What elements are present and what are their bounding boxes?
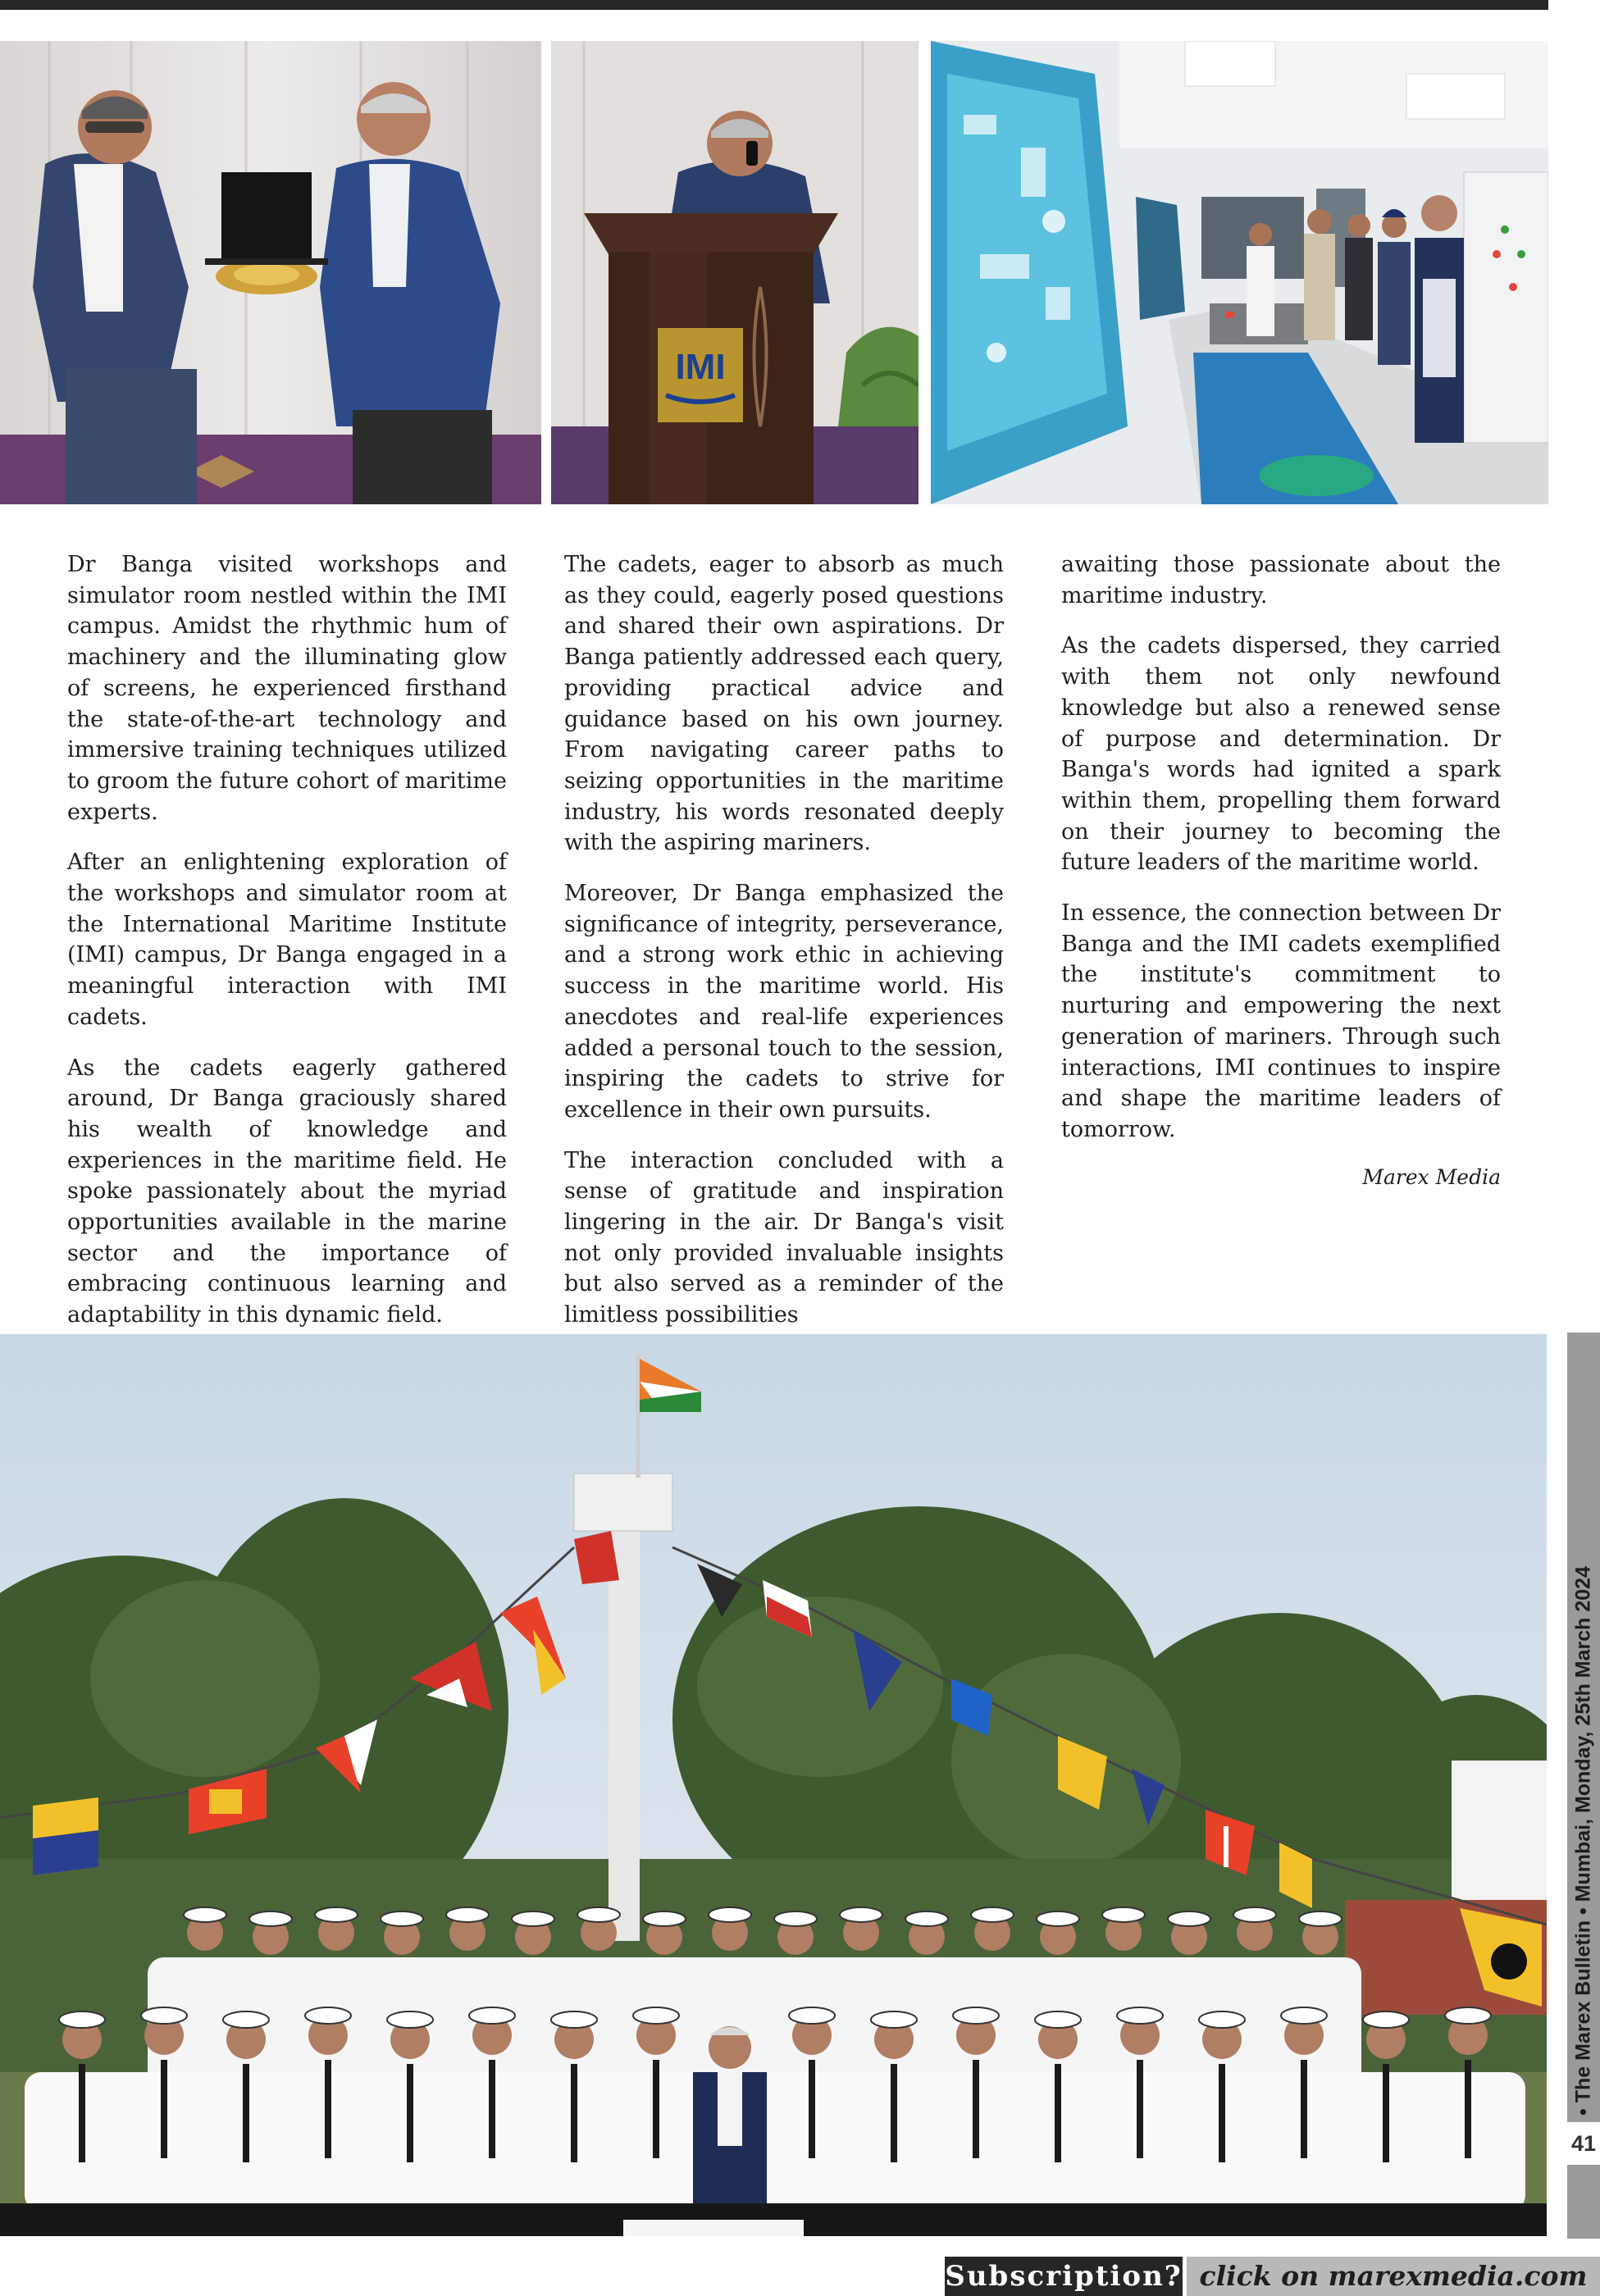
- article-column-2: [564, 549, 1004, 1351]
- paragraph: The interaction concluded with a sense of gratitude and inspiration lingering in the air. Dr Banga's visit not only provided invaluable insights but also served as a reminder of the limitless possibilities: [564, 1147, 1004, 1328]
- paragraph: In essence, the connection between Dr Banga and the IMI cadets exemplified the institute's commitment to nurturing and empowering the next generation of mariners. Through such interactions, IMI continues to inspire and shape the maritime leaders of tomorrow.: [1061, 900, 1501, 1142]
- paragraph: awaiting those passionate about the maritime industry.: [1061, 552, 1501, 608]
- photo-speaker-podium: [551, 41, 919, 504]
- paragraph: Dr Banga visited workshops and simulator room nestled within the IMI campus. Amidst the rhythmic hum of machinery and the illuminating glow of screens, he experienced firsthand the state-of-the-art technology and immersive training techniques utilized to groom the future cohort of maritime experts.: [67, 552, 507, 825]
- podium-logo-text: IMI: [675, 347, 726, 387]
- photo-plaque-presentation: [0, 41, 541, 504]
- paragraph: The cadets, eager to absorb as much as they could, eagerly posed questions and shared their own aspirations. Dr Banga patiently addressed each query, providing practical advice and guidance based on his own journey. From navigating career paths to seizing opportunities in the maritime industry, his words resonated deeply with the aspiring mariners.: [564, 552, 1004, 856]
- photo-simulator-room: [931, 41, 1548, 504]
- paragraph: As the cadets dispersed, they carried with them not only newfound knowledge but also a renewed sense of purpose and determination. Dr Banga's words had ignited a spark within them, propelling them forward on their journey to becoming the future leaders of the maritime world.: [1061, 633, 1501, 876]
- top-rule: [0, 0, 1548, 10]
- article-column-1: [67, 549, 507, 1351]
- paragraph: Moreover, Dr Banga emphasized the significance of integrity, perseverance, and a strong work ethic in achieving success in the maritime world. His anecdotes and real-life experiences added a personal touch to the session, inspiring the cadets to strive for excellence in their own pursuits.: [564, 881, 1004, 1123]
- subscription-label[interactable]: Subscription?: [945, 2257, 1183, 2296]
- subscription-link[interactable]: click on marexmedia.com: [1187, 2257, 1600, 2296]
- article-column-3: [1061, 549, 1501, 1212]
- photo-cadets-group: [0, 1334, 1547, 2236]
- publication-sidebar-text: • The Marex Bulletin • Mumbai, Monday, 25th March 2024: [1571, 1566, 1595, 2116]
- page-number: 41: [1567, 2122, 1600, 2165]
- paragraph: After an enlightening exploration of the workshops and simulator room at the International Maritime Institute (IMI) campus, Dr Banga engaged in a meaningful interaction with IMI cadets.: [67, 850, 507, 1030]
- article-credit: Marex Media: [1362, 1164, 1501, 1189]
- paragraph: As the cadets eagerly gathered around, Dr Banga graciously shared his wealth of knowledge and experiences in the maritime field. He spoke passionately about the myriad opportunities available in the marine sector and the importance of embracing continuous learning and adaptability in this dynamic field.: [67, 1055, 507, 1328]
